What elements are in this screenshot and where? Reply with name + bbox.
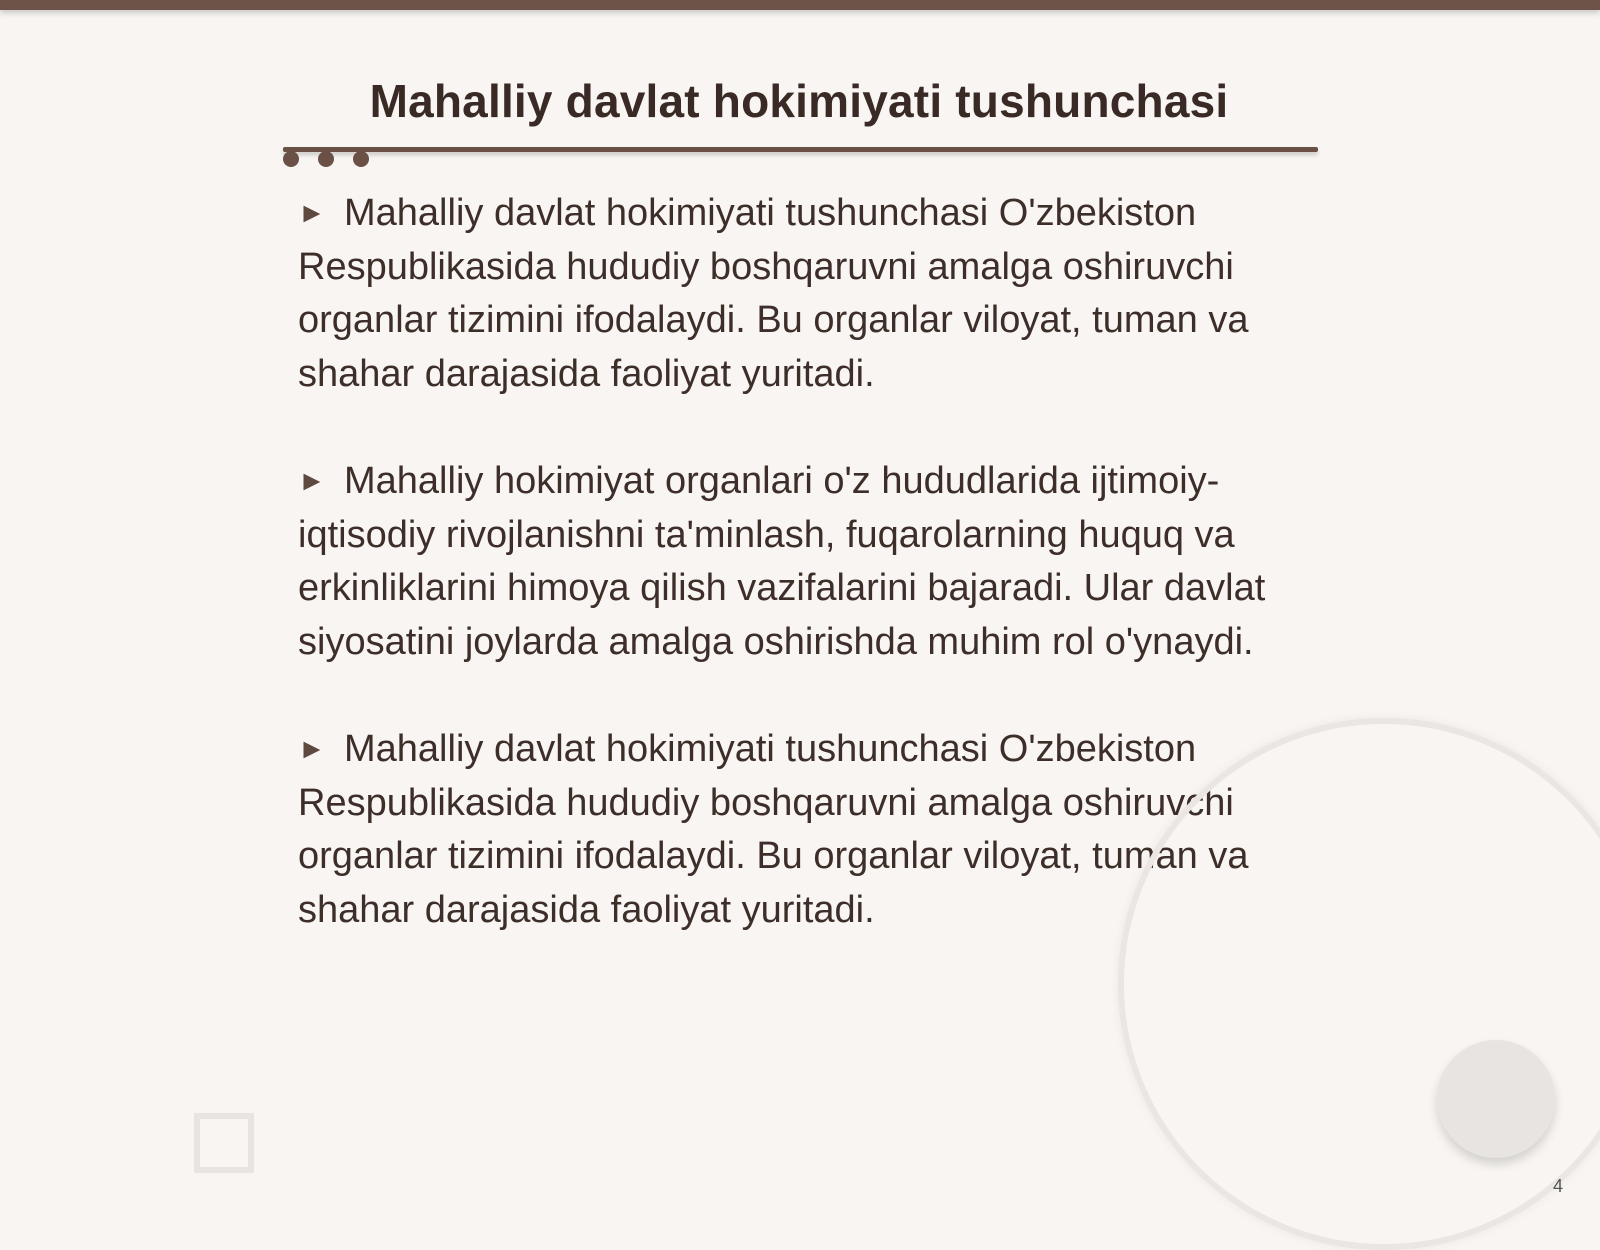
bullet-paragraph-2 [298, 454, 1308, 669]
title-underline [283, 147, 1318, 152]
top-accent-bar [0, 0, 1600, 10]
decor-dot [353, 151, 369, 167]
bullet-arrow-icon: ► [298, 733, 326, 764]
bullet-arrow-icon: ► [298, 197, 326, 228]
bullet-arrow-icon: ► [298, 465, 326, 496]
decor-dot [318, 151, 334, 167]
paragraph-text: Mahalliy davlat hokimiyati tushunchasi O'zbekiston Respublikasida hududiy boshqaruvni amalga oshiruvchi organlar tizimini ifodalaydi. Bu organlar viloyat, tuman va shahar darajasida faoliyat yuritadi. [298, 728, 1249, 931]
bullet-paragraph-1 [298, 186, 1308, 401]
paragraph-text: Mahalliy hokimiyat organlari o'z hududlarida ijtimoiy-iqtisodiy rivojlanishni ta'minlash, fuqarolarning huquq va erkinliklarini himoya qilish vazifalarini bajaradi. Ular davlat siyosatini joylarda amalga oshirishda muhim rol o'ynaydi. [298, 460, 1266, 663]
decor-dot [283, 151, 299, 167]
decorative-disc [1437, 1040, 1555, 1158]
slide-title: Mahalliy davlat hokimiyati tushunchasi [369, 75, 1229, 127]
page-number: 4 [1553, 1176, 1564, 1196]
paragraph-text: Mahalliy davlat hokimiyati tushunchasi O'zbekiston Respublikasida hududiy boshqaruvni amalga oshiruvchi organlar tizimini ifodalaydi. Bu organlar viloyat, tuman va shahar darajasida faoliyat yuritadi. [298, 192, 1249, 395]
decorative-square [194, 1113, 254, 1173]
